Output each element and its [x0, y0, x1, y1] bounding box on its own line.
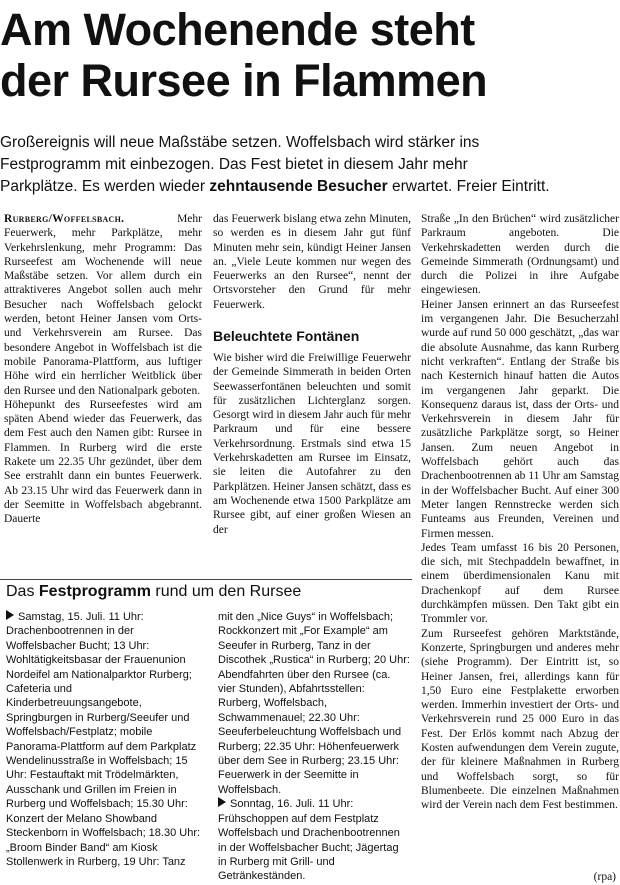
article-column-2: das Feuerwerk bislang etwa zehn Minuten, so werden es in diesem Jahr gut fünf Minuten mehr sein, kündigt Heiner Jansen an. „Viele Leute kommen nur wegen des Feuerwerks an den Rursee“, nennt der Ortsvorsteher den Grund für mehr Feuerwerk.: [213, 213, 411, 311]
program-column-1: [6, 610, 206, 884]
lead-bold-text: zehntausende Besucher: [209, 178, 388, 195]
program-box-title: [6, 583, 301, 601]
program-sunday: Sonntag, 16. Juli. 11 Uhr: Frühschoppen auf dem Festplatz Woffelsbach und Drachenbootrennen in der Woffelsbacher Bucht; Jägertag in Rurberg mit Grill- und Getränkeständen.: [218, 798, 400, 883]
program-title-bold: Festprogramm: [38, 583, 151, 600]
lead-paragraph: [0, 132, 620, 198]
article-column-1: [4, 212, 202, 574]
program-sunday-item: [218, 797, 410, 883]
program-title-text: Das: [6, 583, 39, 600]
program-box: [0, 579, 412, 884]
lead-text: Großereignis will neue Maßstäbe setzen. Woffelsbach wird stärker ins Festprogramm mit einbezogen. Das Fest bietet in diesem Jahr mehr Parkplätze. Es werden wieder: [0, 134, 480, 195]
program-saturday: Samstag, 15. Juli. 11 Uhr: Drachenbootrennen in der Woffelsbacher Bucht; 13 Uhr: Wohltätigkeitsbasar der Frauenunion Nordeifel am Nationalparktor Rurberg; Cafeteria und Kinderbetreuungsangebote, Springburgen in Rurberg/Seeufer und Woffelsbach/Festplatz; mobile Panorama-Plattform auf dem Parkplatz Wendelinusstraße in Woffelsbach; 15 Uhr: Festauftakt mit Trödelmärkten, Ausschank und Grillen im Freien in Rurberg und Woffelsbach; 15.30 Uhr: Konzert der Melano Showband Steckenborn in Woffelsbach; 18.30 Uhr: „Broom Binder Band“ am Kiosk Stollenwerk in Rurberg, 19 Uhr: Tanz: [6, 611, 201, 868]
article-column-3: Straße „In den Brüchen“ wird zusätzlicher Parkraum angeboten. Die Verkehrskadetten werden durch die Gemeinde Simmerath (Ordnungsamt) und durch die Polizei in ihre Aufgabe eingewiesen. Heiner Jansen erinnert an das Rurseefest im vergangenen Jahr. Die Besucherzahl wurde auf rund 50 000 geschätzt, „das war die absolute Ausnahme, das kann Rurberg nicht verkraften“. Entlang der Straße bis nach Kesternich hinauf hatten die Autos im vergangenen Jahr geparkt. Die Konsequenz daraus ist, dass der Orts- und Verkehrsverein in diesem Jahr für zusätzliche Parkplätze sorgt, so Heiner Jansen. Zum neuen Angebot in Woffelsbach gehört auch das Drachenbootrennen ab 11 Uhr am Samstag in der Woffelsbacher Bucht. Auf einer 300 Meter langen Rennstrecke werden sich Funteams aus Freunden, Vereinen und Firmen messen. Jedes Team umfasst 16 bis 20 Personen, die sich, mit Stechpaddeln bewaffnet, in einem überdimensionalen Kanu mit Drachenkopf auf dem Rursee durchkämpfen müssen. Den Takt gibt ein Trommler vor. Zum Rurseefest gehören Marktstände, Konzerte, Springburgen und anderes mehr (siehe Programm). Der Eintritt ist, so Heiner Jansen, frei, allerdings kann für 1,50 Euro eine Festplakette erworben werden. Immerhin investiert der Orts- und Verkehrsverein rund 25 000 Euro in das Fest. Der Erlös kommt nach Abzug der Kosten aufwendungen dem Verein zugute, der für kleinere Maßnahmen in Rurberg und Woffelsbach sorgt, so für Blumenbeete. Die einzelnen Maßnahmen wird der Verein nach dem Fest bestimmen.: [421, 213, 619, 812]
arrow-right-icon: [218, 797, 226, 807]
program-column-2: [218, 610, 410, 884]
arrow-right-icon: [6, 610, 14, 620]
headline: Am Wochenende steht der Rursee in Flammen: [0, 4, 488, 106]
article-column-2-continued: Wie bisher wird die Freiwillige Feuerwehr der Gemeinde Simmerath in beiden Orten Seewasserfontänen beleuchten und somit für zusätzlichen Lichterglanz sorgen. Gesorgt wird in diesem Jahr auch für mehr Parkraum und für eine bessere Verkehrsordnung. Erstmals sind etwa 15 Verkehrskadetten am Rursee im Einsatz, sie leiten die Autofahrer zu den Parkplätzen. Heiner Jansen schätzt, dass es am Wochenende etwa 1500 Parkplätze am Rursee gibt, auf einer großen Wiesen an der: [213, 352, 411, 536]
program-title-end: rund um den Rursee: [150, 583, 302, 600]
credit: (rpa): [593, 871, 616, 883]
byline: Rurberg/Woffelsbach.: [4, 213, 125, 225]
subheading: Beleuchtete Fontänen: [213, 328, 360, 344]
lead-text-end: erwartet. Freier Eintritt.: [387, 178, 550, 195]
program-saturday-continued: mit den „Nice Guys“ in Woffelsbach; Rockkonzert mit „For Example“ am Seeufer in Rurberg, Tanz in der Discothek „Rustica“ in Rurberg; 20 Uhr: Abendfahrten über den Rursee (ca. vier Stunden), Abfahrtsstellen: Rurberg, Woffelsbach, Schwammenauel; 22.30 Uhr: Seeuferbeleuchtung Woffelsbach und Rurberg; 22.35 Uhr: Höhenfeuerwerk über dem See in Rurberg; 23.15 Uhr: Feuerwerk in der Seemitte in Woffelsbach.: [218, 611, 410, 796]
article-text-1: Mehr Feuerwerk, mehr Parkplätze, mehr Verkehrslenkung, mehr Programm: Das Rurseefest am Wochenende will neue Maßstäbe setzen. Vor allem durch ein attraktiveres Angebot sollen auch mehr Besucher nach Woffelsbach gelockt werden, betont Heiner Jansen vom Orts- und Verkehrsverein am Rursee. Das besondere Angebot in Woffelsbach ist die mobile Panorama-Plattform, aus luftiger Höhe wird ein herrlicher Weitblick über den Rursee und den Nationalpark geboten. Höhepunkt des Rurseefestes wird am späten Abend wieder das Feuerwerk, das dem Fest auch den Namen gibt: Rursee in Flammen. In Rurberg wird die erste Rakete um 22.35 Uhr gezündet, über dem See erstrahlt dann ein buntes Feuerwerk. Ab 23.15 Uhr wird das Feuerwerk dann in der Seemitte in Woffelsbach abgebrannt. Dauerte: [4, 213, 202, 526]
